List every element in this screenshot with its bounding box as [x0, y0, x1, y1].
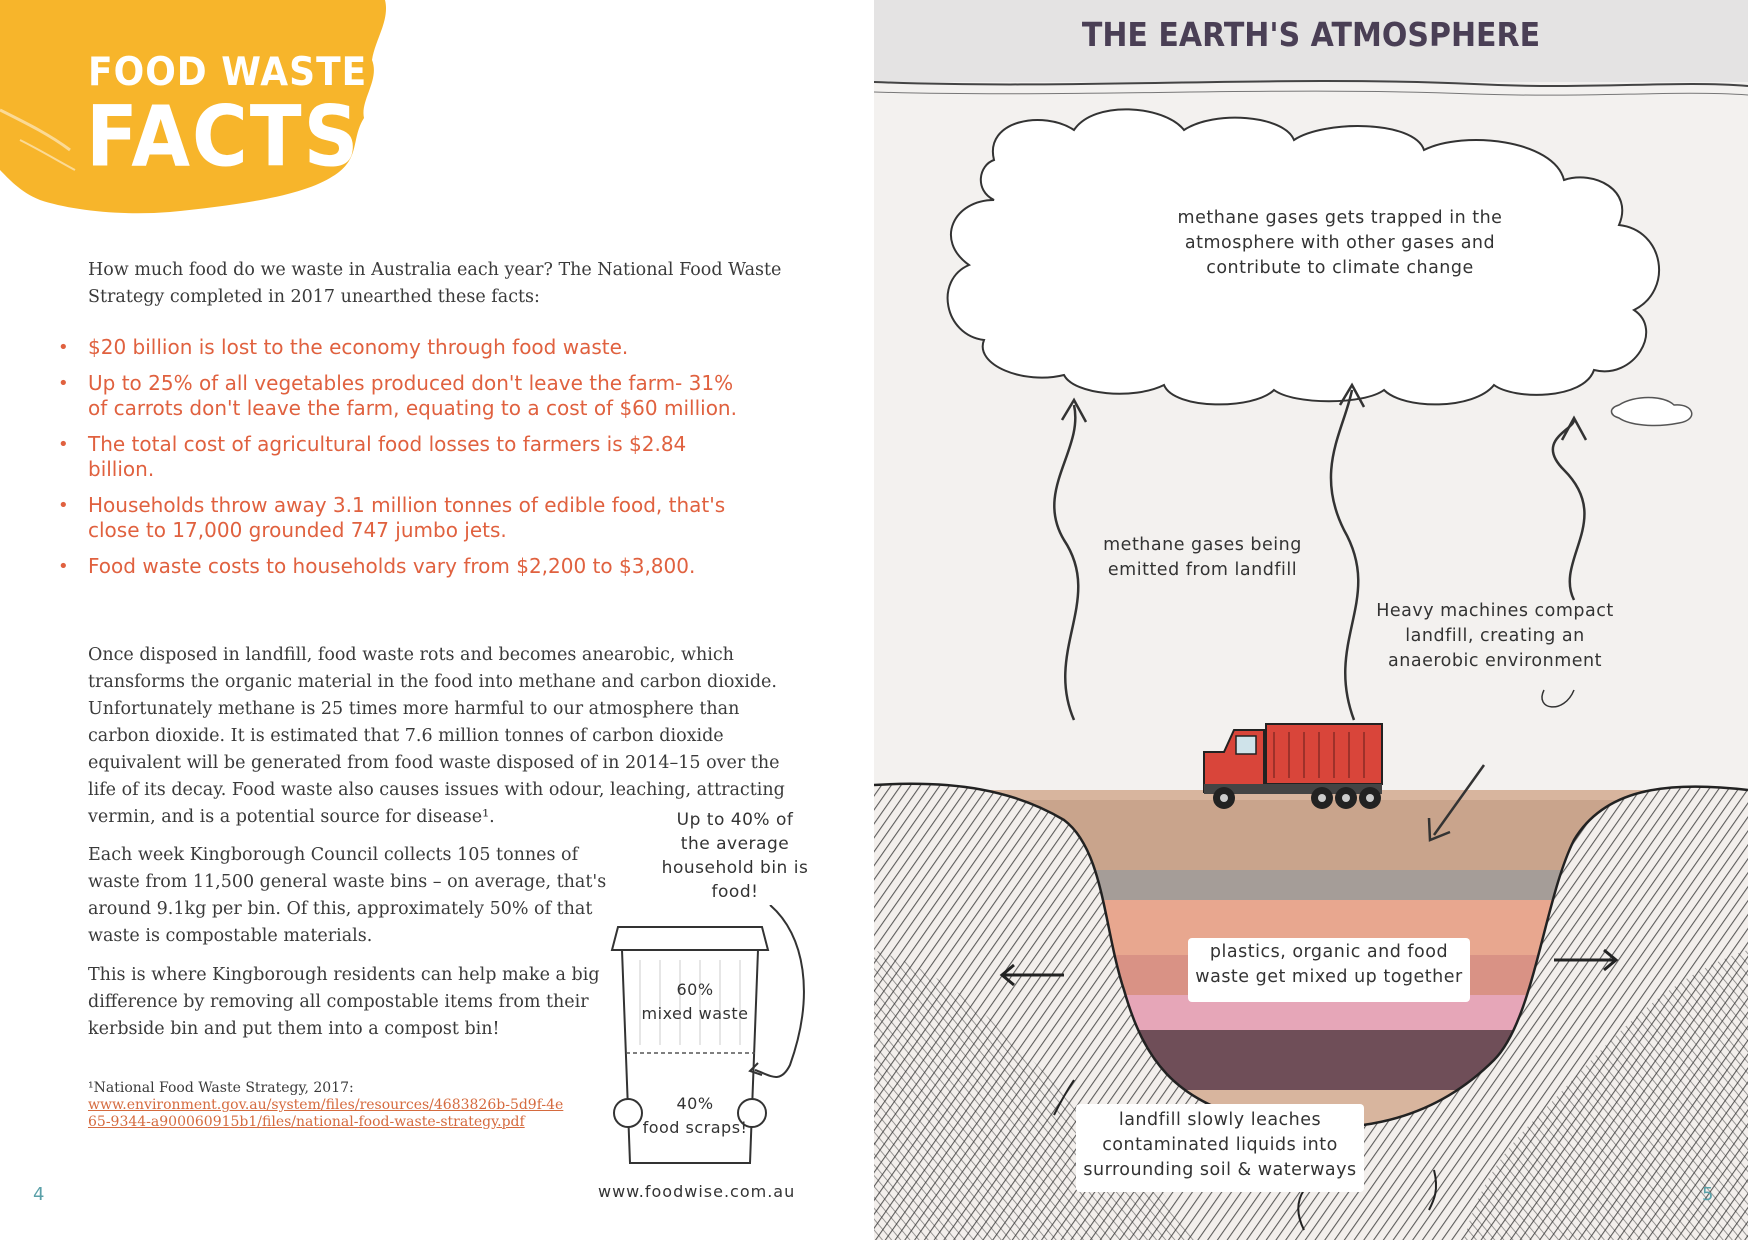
bin-food-pct: 40%	[676, 1094, 714, 1113]
bin-mixed-label: mixed waste	[641, 1004, 749, 1023]
title-line-1: FOOD WASTE	[88, 49, 368, 96]
intro-paragraph: How much food do we waste in Australia each year? The National Food Waste Strategy completed in 2017 unearthed these facts:	[88, 260, 782, 307]
fact-item: • The total cost of agricultural food losses to farmers is $2.84 billion.	[58, 432, 758, 482]
leaching-caption-box: landfill slowly leaches contaminated liquids into surrounding soil & waterways	[1076, 1104, 1364, 1192]
landfill-paragraph: Once disposed in landfill, food waste rots and becomes anearobic, which transforms the organic material in the food into methane and carbon dioxide. Unfortunately methane is 25 times more harmful to our atmosphere than carbon dioxide. It is estimated that 7.6 million tonnes of carbon dioxide equivalent will be generated from food waste disposed of in 2014–15 over the life of its decay. Food waste also causes issues with odour, leaching, attracting vermin, and is a potential source for disease¹.	[88, 645, 785, 827]
website-url[interactable]: www.foodwise.com.au	[598, 1182, 796, 1201]
machines-caption: Heavy machines compact landfill, creating an anaerobic environment	[1376, 601, 1614, 671]
fact-item: • $20 billion is lost to the economy through food waste.	[58, 335, 758, 360]
footnote-link[interactable]: www.environment.gov.au/system/files/resources/4683826b-5d9f-4e65-9344-a900060915b1/files/national-food-waste-strategy.pdf	[88, 1097, 564, 1130]
title-line-2: FACTS	[86, 87, 361, 186]
emission-caption: methane gases being emitted from landfill	[1103, 535, 1302, 580]
page-number-left: 4	[33, 1184, 45, 1205]
bin-caption: Up to 40% of the average household bin is food!	[661, 810, 809, 902]
page-number-right: 5	[1702, 1184, 1714, 1205]
bin-food-label: food scraps!	[642, 1118, 748, 1137]
bin-label-mixed	[640, 978, 750, 1026]
fact-item: • Households throw away 3.1 million tonnes of edible food, that's close to 17,000 grounded 747 jumbo jets.	[58, 493, 758, 543]
fact-item: • Up to 25% of all vegetables produced don't leave the farm- 31% of carrots don't leave the farm, equating to a cost of $60 million.	[58, 371, 758, 421]
bin-mixed-pct: 60%	[676, 980, 714, 999]
facts-list	[58, 335, 758, 590]
compost-paragraph: This is where Kingborough residents can help make a big difference by removing all compostable items from their kerbside bin and put them into a compost bin!	[88, 965, 600, 1039]
fact-item: • Food waste costs to households vary from $2,200 to $3,800.	[58, 554, 758, 579]
mixed-waste-caption-box: plastics, organic and food waste get mixed up together	[1188, 938, 1470, 1002]
footnote	[88, 1080, 568, 1131]
cloud-caption: methane gases gets trapped in the atmosphere with other gases and contribute to climate change	[1177, 208, 1503, 278]
bin-label-food	[640, 1092, 750, 1140]
footnote-label: ¹National Food Waste Strategy, 2017:	[88, 1080, 354, 1096]
atmosphere-title: THE EARTH'S ATMOSPHERE	[1081, 16, 1541, 55]
kingborough-paragraph: Each week Kingborough Council collects 105 tonnes of waste from 11,500 general waste bins – on average, that's around 9.1kg per bin. Of this, approximately 50% of that waste is compostable materials.	[88, 845, 607, 946]
